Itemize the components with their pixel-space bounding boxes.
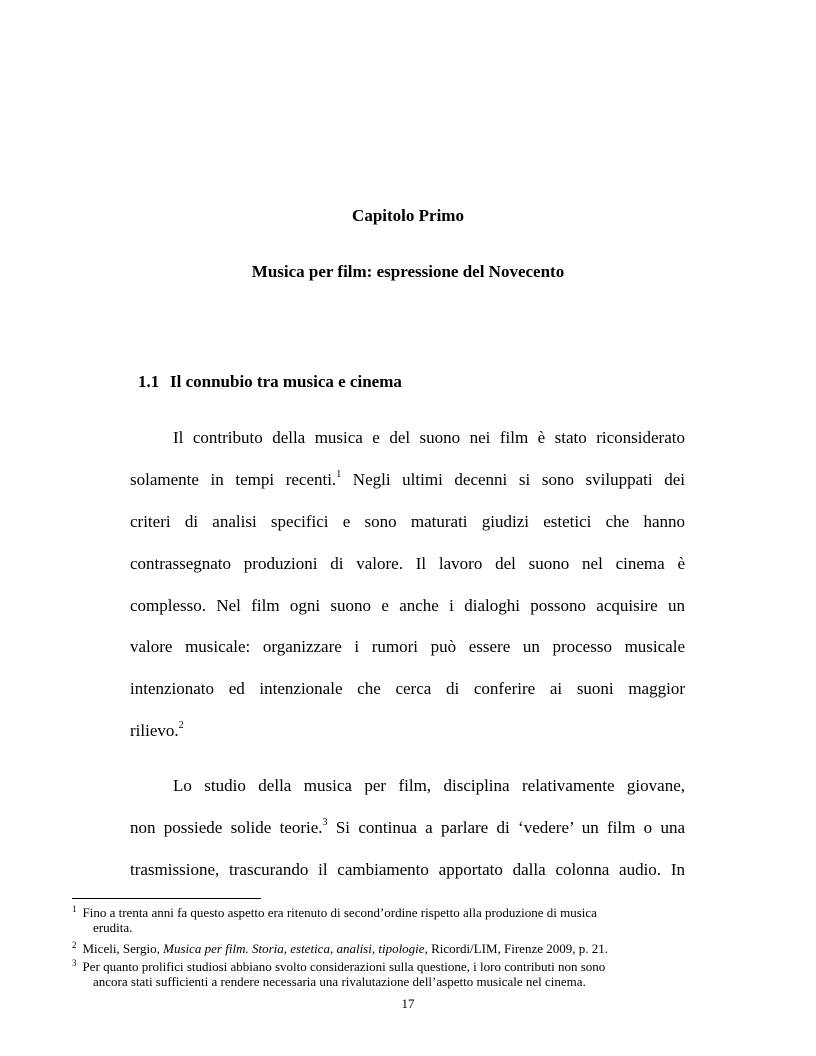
footnote-ref[interactable]: 1 — [336, 469, 342, 480]
body-text: Negli ultimi decenni si sono sviluppati dei — [341, 470, 685, 489]
chapter-subtitle: Musica per film: espressione del Novecento — [251, 262, 565, 281]
footnote-text: Per quanto prolifici studiosi abbiano svolto considerazioni sulla questione, i loro contributi non sono — [82, 959, 606, 974]
body-text: Si continua a parlare di ‘vedere’ un film o una — [327, 818, 685, 837]
body-line: contrassegnato produzioni di valore. Il lavoro del suono nel cinema è — [130, 554, 685, 573]
section-title: Il connubio tra musica e cinema — [170, 372, 402, 391]
footnote-separator — [72, 898, 261, 899]
body-line: intenzionato ed intenzionale che cerca di conferire ai suoni maggior — [130, 679, 685, 698]
body-line: trasmissione, trascurando il cambiamento apportato dalla colonna audio. In — [130, 860, 685, 879]
body-line — [130, 470, 685, 490]
body-line — [130, 818, 685, 838]
footnote-2 — [72, 941, 722, 956]
footnote-ref[interactable]: 2 — [178, 720, 184, 731]
footnote-text: Miceli, Sergio, — [82, 941, 164, 956]
body-line: complesso. Nel film ogni suono e anche i dialoghi possono acquisire un — [130, 596, 685, 615]
section-heading — [138, 372, 402, 392]
section-number: 1.1 — [138, 372, 160, 391]
body-text: non possiede solide teorie. — [130, 818, 323, 837]
footnote-mark: 3 — [72, 958, 77, 968]
body-line: valore musicale: organizzare i rumori può essere un processo musicale — [130, 637, 685, 656]
body-line — [130, 721, 685, 741]
footnote-mark: 1 — [72, 904, 77, 914]
footnote-3 — [72, 959, 722, 989]
body-line: criteri di analisi specifici e sono maturati giudizi estetici che hanno — [130, 512, 685, 531]
footnote-book-title: Musica per film. Storia, estetica, analisi, tipologie — [163, 941, 425, 956]
body-line: Lo studio della musica per film, disciplina relativamente giovane, — [173, 776, 685, 795]
body-text: rilievo. — [130, 721, 179, 740]
footnote-1 — [72, 905, 722, 935]
footnote-text: Fino a trenta anni fa questo aspetto era ritenuto di second’ordine rispetto alla produzione di musica — [82, 905, 597, 920]
footnote-text-continued: erudita. — [93, 920, 133, 935]
body-text: solamente in tempi recenti. — [130, 470, 337, 489]
chapter-title: Capitolo Primo — [352, 206, 464, 225]
footnote-text-continued: ancora stati sufficienti a rendere necessaria una rivalutazione dell’aspetto musicale nel cinema. — [93, 974, 586, 989]
body-line: Il contributo della musica e del suono nei film è stato riconsiderato — [173, 428, 685, 447]
footnote-text: , Ricordi/LIM, Firenze 2009, p. 21. — [424, 941, 608, 956]
page-number: 17 — [401, 996, 415, 1011]
footnote-mark: 2 — [72, 940, 77, 950]
footnote-ref[interactable]: 3 — [322, 817, 328, 828]
